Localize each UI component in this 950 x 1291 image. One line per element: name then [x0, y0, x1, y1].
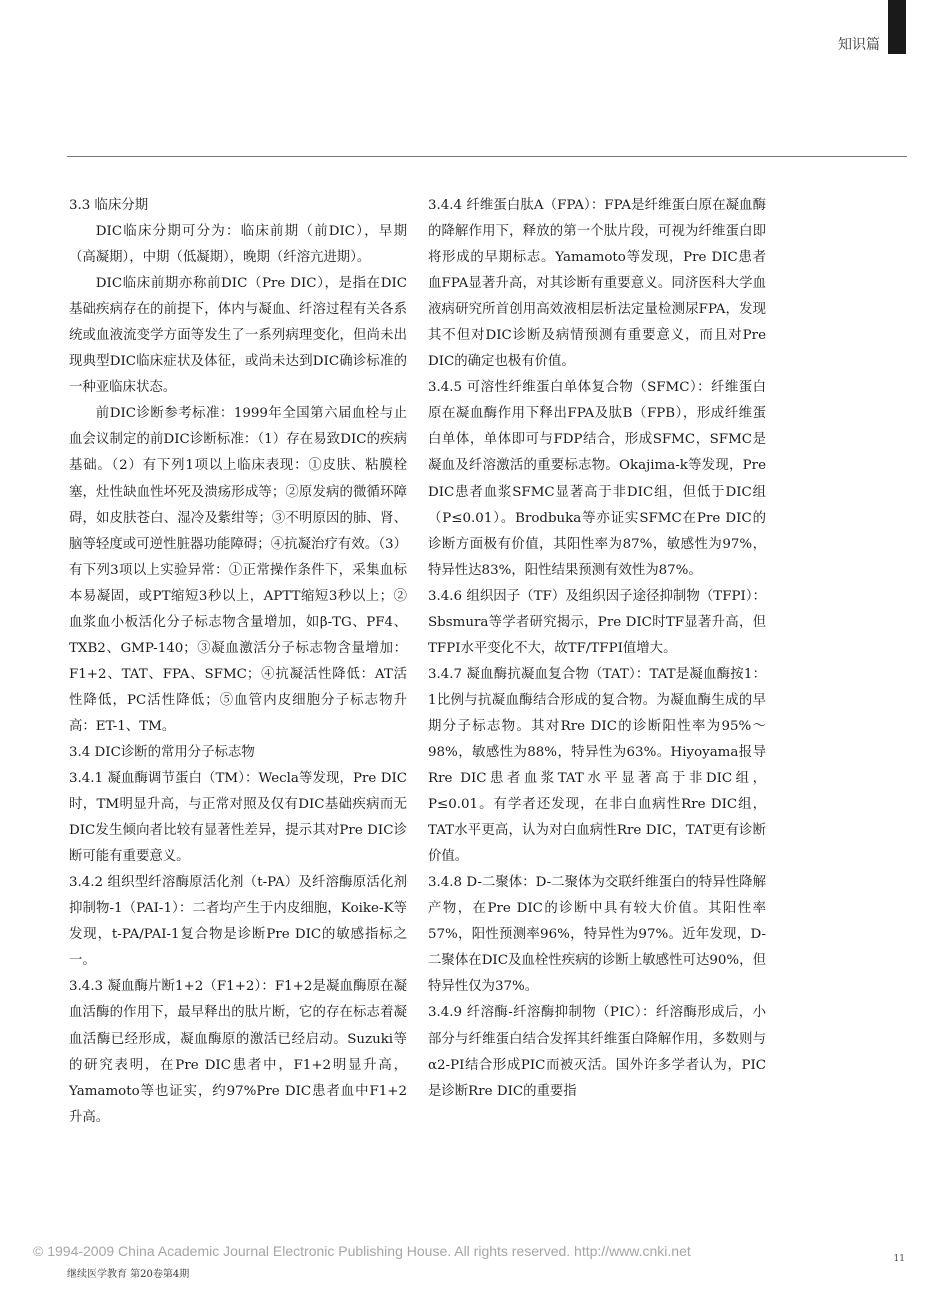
paragraph: 前DIC诊断参考标准：1999年全国第六届血栓与止血会议制定的前DIC诊断标准：（1）存在易致DIC的疾病基础。（2）有下列1项以上临床表现：①皮肤、粘膜栓塞，灶性缺血性坏死及溃疡形成等；②原发病的微循环障碍，如皮肤苍白、湿冷及紫绀等；③不明原因的肺、肾、脑等轻度或可逆性脏器功能障碍；④抗凝治疗有效。（3）有下列3项以上实验异常：①正常操作条件下，采集血标本易凝固，或PT缩短3秒以上，APTT缩短3秒以上；②血浆血小板活化分子标志物含量增加，如β-TG、PF4、TXB2、GMP-140；③凝血激活分子标志物含量增加：F1+2、TAT、FPA、SFMC；④抗凝活性降低：AT活性降低，PC活性降低；⑤血管内皮细胞分子标志物升高：ET-1、TM。	[69, 406, 407, 734]
paragraph: 3.4.6 组织因子（TF）及组织因子途径抑制物（TFPI）：Sbsmura等学者研究揭示，Pre DIC时TF显著升高，但TFPI水平变化不大，故TF/TFPI值增大。	[428, 588, 766, 656]
section-heading-3-4: 3.4 DIC诊断的常用分子标志物	[69, 744, 255, 760]
header-black-bar	[888, 0, 906, 54]
header-section-label: 知识篇	[838, 37, 880, 53]
paragraph: 3.4.7 凝血酶抗凝血复合物（TAT）：TAT是凝血酶按1：1比例与抗凝血酶结合形成的复合物。为凝血酶生成的早期分子标志物。其对Rre DIC的诊断阳性率为95%～98%，敏感性为88%，特异性为63%。Hiyoyama报导Rre DIC患者血浆TAT水平显著高于非DIC组，P≤0.01。有学者还发现，在非白血病性Rre DIC组，TAT水平更高，认为对白血病性Rre DIC，TAT更有诊断价值。	[428, 666, 766, 865]
paragraph: 3.4.8 D-二聚体：D-二聚体为交联纤维蛋白的特异性降解产物，在Pre DIC的诊断中具有较大价值。其阳性率57%，阳性预测率96%，特异性为97%。近年发现，D-二聚体在DIC及血栓性疾病的诊断上敏感性可达90%，但特异性仅为37%。	[428, 875, 766, 995]
paragraph: 3.4.3 凝血酶片断1+2（F1+2）：F1+2是凝血酶原在凝血活酶的作用下，最早释出的肽片断，它的存在标志着凝血活酶已经形成，凝血酶原的激活已经启动。Suzuki等的研究表明，在Pre DIC患者中，F1+2明显升高，Yamamoto等也证实，约97%Pre DIC患者血中F1+2升高。	[69, 979, 407, 1125]
section-heading-3-3: 3.3 临床分期	[69, 198, 149, 213]
right-column	[428, 193, 766, 1105]
paragraph: 3.4.1 凝血酶调节蛋白（TM）：Wecla等发现，Pre DIC时，TM明显升高，与正常对照及仅有DIC基础疾病而无DIC发生倾向者比较有显著性差异，提示其对Pre DIC诊断可能有重要意义。	[69, 771, 407, 865]
paragraph: 3.4.2 组织型纤溶酶原活化剂（t-PA）及纤溶酶原活化剂抑制物-1（PAI-1）：二者均产生于内皮细胞，Koike-K等发现，t-PA/PAI-1复合物是诊断Pre DIC的敏感指标之一。	[69, 875, 407, 969]
paragraph: DIC临床前期亦称前DIC（Pre DIC），是指在DIC基础疾病存在的前提下，体内与凝血、纤溶过程有关各系统或血液流变学方面等发生了一系列病理变化，但尚未出现典型DIC临床症状及体征，或尚未达到DIC确诊标准的一种亚临床状态。	[69, 276, 407, 396]
paragraph: DIC临床分期可分为：临床前期（前DIC），早期（高凝期），中期（低凝期），晚期（纤溶亢进期）。	[69, 224, 407, 266]
paragraph: 3.4.5 可溶性纤维蛋白单体复合物（SFMC）：纤维蛋白原在凝血酶作用下释出FPA及肽B（FPB），形成纤维蛋白单体，单体即可与FDP结合，形成SFMC，SFMC是凝血及纤溶激活的重要标志物。Okajima-k等发现，Pre DIC患者血浆SFMC显著高于非DIC组，但低于DIC组（P≤0.01）。Brodbuka等亦证实SFMC在Pre DIC的诊断方面极有价值，其阳性率为87%，敏感性为97%，特异性达83%，阳性结果预测有效性为87%。	[428, 380, 766, 578]
paragraph: 3.4.9 纤溶酶-纤溶酶抑制物（PIC）：纤溶酶形成后，小部分与纤维蛋白结合发挥其纤维蛋白降解作用，多数则与α2-PI结合形成PIC而被灭活。国外许多学者认为，PIC是诊断Rre DIC的重要指	[428, 1005, 766, 1099]
paragraph: 3.4.4 纤维蛋白肽A（FPA）：FPA是纤维蛋白原在凝血酶的降解作用下，释放的第一个肽片段，可视为纤维蛋白即将形成的早期标志。Yamamoto等发现，Pre DIC患者血FPA显著升高，对其诊断有重要意义。同济医科大学血液病研究所首创用高效液相层析法定量检测尿FPA，发现其不但对DIC诊断及病情预测有重要意义，而且对Pre DIC的确定也极有价值。	[428, 198, 766, 370]
left-column	[69, 193, 407, 1131]
journal-footer: 继续医学教育 第20卷第4期	[67, 1269, 190, 1280]
copyright-watermark: © 1994-2009 China Academic Journal Electronic Publishing House. All rights reserved. http://www.cnki.net	[33, 1243, 691, 1259]
page-number: 11	[893, 1254, 905, 1264]
header-rule	[67, 156, 907, 157]
